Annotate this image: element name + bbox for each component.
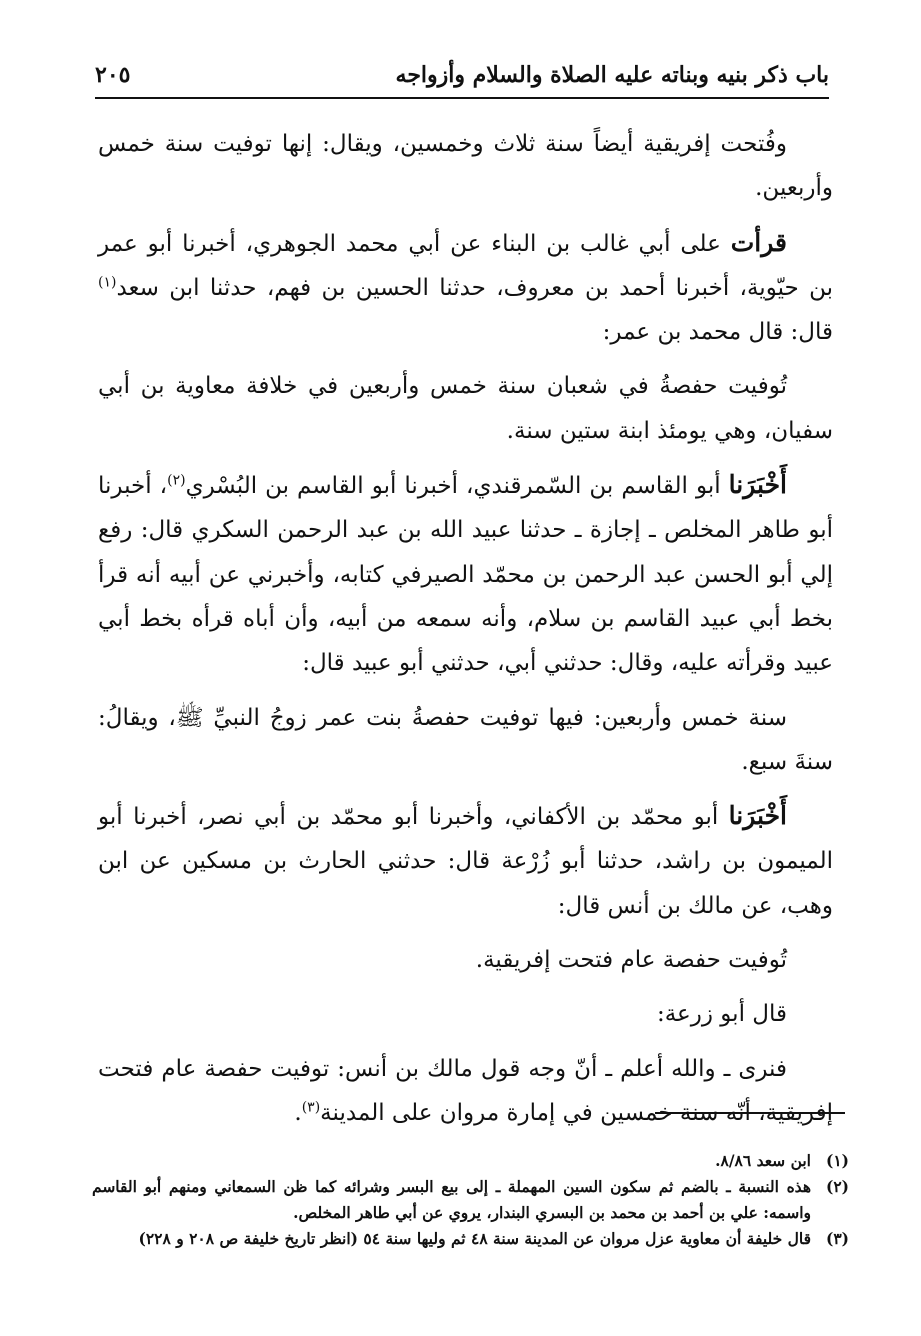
paragraph-text-continued: ، أخبرنا أبو طاهر المخلص ـ إجازة ـ حدثنا عبيد الله بن عبد الرحمن السكري قال: رفع إلي أبو الحسن عبد الرحمن بن محمّد الصيرفي كتابه، وأخبرني عن أبيه أنه قرأ بخط أبي عبيد القاسم بن سلام، وأنه سمعه من أبيه، وأن أباه قرأه بخط أبي عبيد وقرأته عليه، وقال: حدثني أبي، حدثني أبو عبيد قال:	[98, 473, 833, 677]
header-rule	[95, 97, 829, 99]
paragraph-text: أبو محمّد بن الأكفاني، وأخبرنا أبو محمّد بن أبي نصر، أخبرنا أبو الميمون بن راشد، حدثنا أبو زُرْعة قال: حدثني الحارث بن مسكين عن ابن وهب، عن مالك بن أنس قال:	[98, 804, 833, 919]
paragraph	[98, 794, 833, 928]
paragraph-text: تُوفيت حفصةُ في شعبان سنة خمس وأربعين في خلافة معاوية بن أبي سفيان، وهي يومئذ ابنة ستين سنة.	[98, 373, 833, 444]
footnote-number: (٢)	[825, 1177, 849, 1196]
footnote-reference[interactable]: (٢)	[167, 472, 186, 489]
footnote-reference[interactable]: (١)	[98, 274, 117, 291]
footnote-number: (٣)	[825, 1229, 849, 1248]
paragraph	[98, 992, 833, 1036]
footnote-text: قال خليفة أن معاوية عزل مروان عن المدينة سنة ٤٨ ثم وليها سنة ٥٤ (انظر تاريخ خليفة ص ٢٠٨ و ٢٢٨)	[138, 1229, 811, 1248]
page-header	[95, 55, 829, 95]
paragraph-text: وفُتحت إفريقية أيضاً سنة ثلاث وخمسين، ويقال: إنها توفيت سنة خمس وأربعين.	[98, 131, 833, 202]
paragraph-text-continued: .	[294, 1099, 302, 1126]
paragraph	[98, 221, 833, 355]
paragraph	[98, 1047, 833, 1136]
paragraph	[98, 938, 833, 982]
footnote-separator	[655, 1112, 845, 1114]
paragraph-text: تُوفيت حفصة عام فتحت إفريقية.	[475, 947, 787, 974]
paragraph-lead-word: أَخْبَرَنا	[728, 801, 787, 831]
footnote-number: (١)	[825, 1151, 849, 1170]
paragraph-text: فنرى ـ والله أعلم ـ أنّ وجه قول مالك بن أنس: توفيت حفصة عام فتحت إفريقية، أنّه سنة خمسين في إمارة مروان على المدينة	[98, 1055, 833, 1126]
footnote-text: هذه النسبة ـ بالضم ثم سكون السين المهملة ـ إلى بيع البسر وشرائه كما ظن السمعاني ومنهم أبو القاسم واسمه: علي بن أحمد بن محمد بن البسري البندار، يروي عن أبي طاهر المخلص.	[92, 1177, 811, 1222]
paragraph	[98, 696, 833, 785]
running-title: باب ذكر بنيه وبناته عليه الصلاة والسلام وأزواجه	[395, 62, 829, 88]
paragraph-text-continued: قال: قال محمد بن عمر:	[602, 319, 833, 346]
footnotes	[92, 1148, 849, 1252]
paragraph	[98, 463, 833, 685]
footnote	[92, 1226, 849, 1252]
main-text	[98, 122, 833, 1145]
footnote-reference[interactable]: (٣)	[301, 1099, 321, 1116]
paragraph-text: أبو القاسم بن السّمرقندي، أخبرنا أبو القاسم بن البُسْري	[185, 473, 729, 500]
page-number: ٢٠٥	[95, 62, 131, 88]
paragraph-lead-word: أَخْبَرَنا	[728, 470, 787, 500]
footnote	[92, 1174, 849, 1226]
paragraph-lead-word: قرأت	[730, 227, 787, 257]
paragraph	[98, 364, 833, 453]
paragraph-text: سنة خمس وأربعين: فيها توفيت حفصةُ بنت عمر زوجُ النبيِّ ﷺ، ويقالُ: سنةَ سبع.	[98, 704, 833, 775]
footnote-text: ابن سعد ٨/٨٦.	[715, 1151, 811, 1170]
paragraph-text: على أبي غالب بن البناء عن أبي محمد الجوهري، أخبرنا أبو عمر بن حيّوية، أخبرنا أحمد بن معروف، حدثنا الحسين بن فهم، حدثنا ابن سعد	[98, 230, 833, 301]
paragraph-text: قال أبو زرعة:	[656, 1001, 787, 1028]
footnote	[92, 1148, 849, 1174]
paragraph	[98, 122, 833, 211]
